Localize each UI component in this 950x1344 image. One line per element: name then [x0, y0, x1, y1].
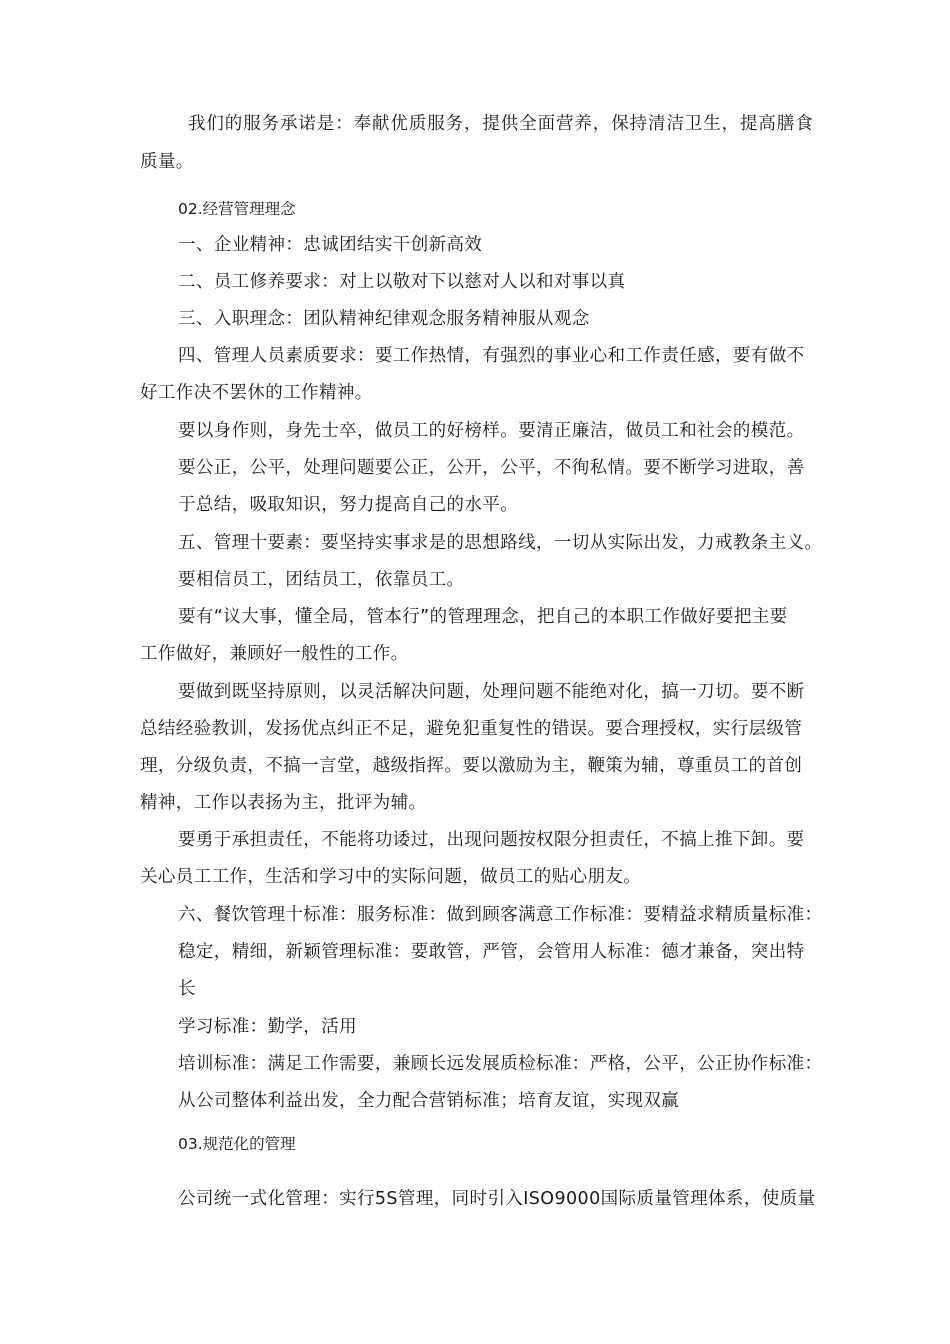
- paragraph-line: 培训标准：满足工作需要，兼顾长远发展质检标准：严格，公平，公正协作标准：: [178, 1054, 823, 1074]
- paragraph-line: 要以身作则，身先士卒，做员工的好榜样。要清正廉洁，做员工和社会的模范。: [178, 421, 805, 441]
- paragraph-line: 好工作决不罢休的工作精神。: [140, 383, 373, 403]
- paragraph-line: 四、管理人员素质要求：要工作热情，有强烈的事业心和工作责任感，要有做不: [178, 346, 805, 366]
- paragraph-line: 从公司整体利益出发，全力配合营销标准；培育友谊，实现双赢: [178, 1091, 680, 1111]
- paragraph-line: 二、员工修养要求：对上以敬对下以慈对人以和对事以真: [178, 272, 626, 292]
- paragraph-line: 要做到既坚持原则，以灵活解决问题，处理问题不能绝对化，搞一刀切。要不断: [178, 682, 805, 702]
- paragraph-line: 工作做好，兼顾好一般性的工作。: [140, 644, 409, 664]
- paragraph-line: 要勇于承担责任，不能将功诿过，出现问题按权限分担责任，不搞上推下卸。要: [178, 830, 805, 850]
- paragraph-line: 质量。: [140, 152, 194, 172]
- section-heading: 02.经营管理理念: [178, 200, 296, 218]
- paragraph-line: 要公正，公平，处理问题要公正，公开，公平，不徇私情。要不断学习进取，善: [178, 458, 805, 478]
- paragraph-line: 长: [178, 979, 196, 999]
- paragraph-line: 我们的服务承诺是：奉献优质服务，提供全面营养，保持清洁卫生，提高膳食: [188, 114, 814, 134]
- paragraph-line: 三、入职理念：团队精神纪律观念服务精神服从观念: [178, 309, 590, 329]
- paragraph-line: 关心员工工作，生活和学习中的实际问题，做员工的贴心朋友。: [140, 867, 642, 887]
- section-heading: 03.规范化的管理: [178, 1135, 296, 1153]
- paragraph-line: 六、餐饮管理十标准：服务标准：做到顾客满意工作标准：要精益求精质量标准：: [178, 905, 823, 925]
- paragraph-line: 公司统一式化管理：实行5S管理，同时引入ISO9000国际质量管理体系，使质量: [178, 1189, 816, 1209]
- paragraph-line: 要有“议大事，懂全局，管本行”的管理理念，把自己的本职工作做好要把主要: [178, 607, 788, 627]
- paragraph-line: 一、企业精神：忠诚团结实干创新高效: [178, 235, 483, 255]
- paragraph-line: 于总结，吸取知识，努力提高自己的水平。: [178, 495, 519, 515]
- paragraph-line: 稳定，精细，新颖管理标准：要敢管，严管，会管用人标准：德才兼备，突出特: [178, 942, 805, 962]
- paragraph-line: 要相信员工，团结员工，依靠员工。: [178, 570, 465, 590]
- paragraph-line: 理，分级负责，不搞一言堂，越级指挥。要以激励为主，鞭策为辅，尊重员工的首创: [140, 756, 803, 776]
- paragraph-line: 精神，工作以表扬为主，批评为辅。: [140, 793, 427, 813]
- paragraph-line: 学习标准：勤学，活用: [178, 1017, 357, 1037]
- paragraph-line: 总结经验教训，发扬优点纠正不足，避免犯重复性的错误。要合理授权，实行层级管: [140, 719, 803, 739]
- paragraph-line: 五、管理十要素：要坚持实事求是的思想路线，一切从实际出发，力戒教条主义。: [178, 533, 823, 553]
